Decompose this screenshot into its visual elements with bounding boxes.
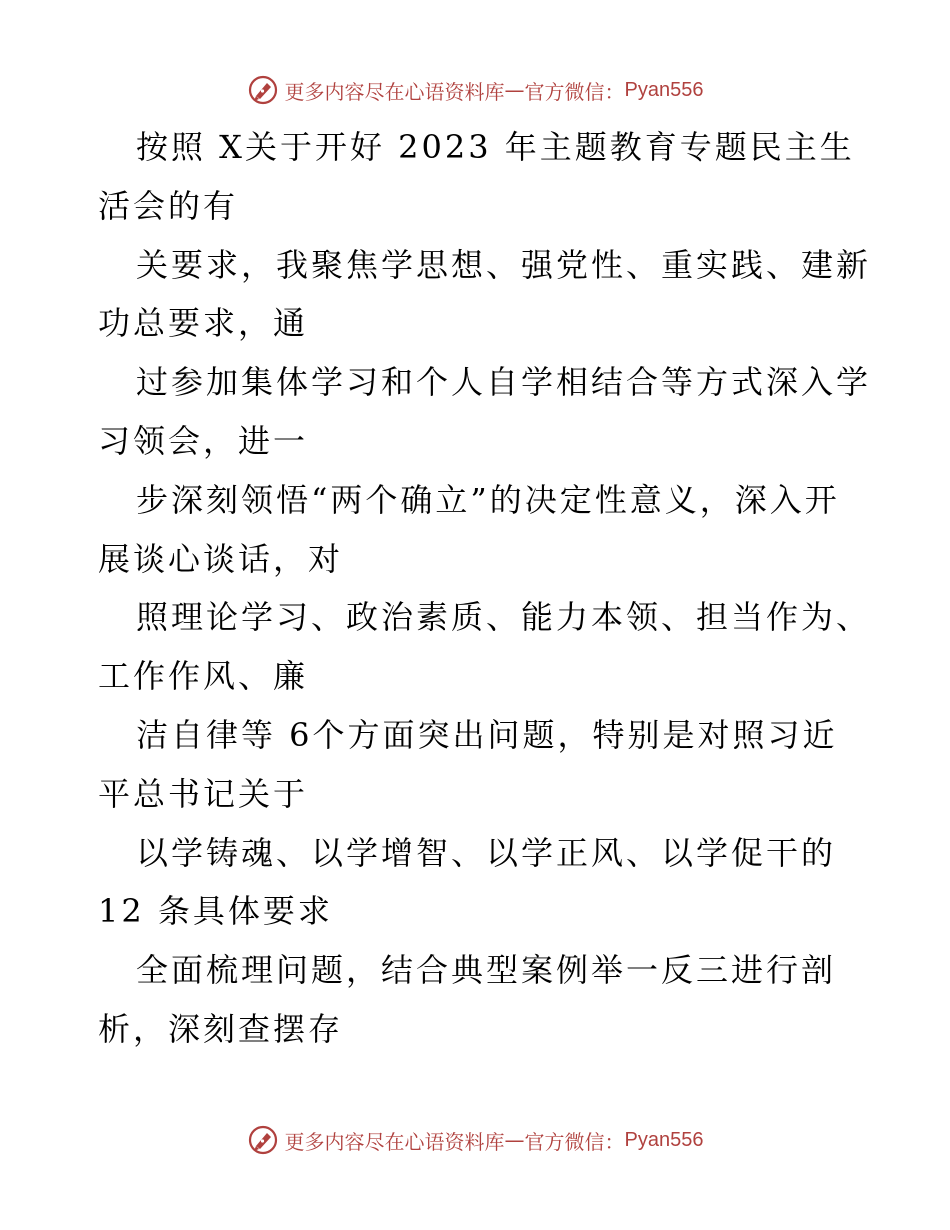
- text-line: 过参加集体学习和个人自学相结合等方式深入学: [136, 363, 872, 402]
- banner-separator: —: [504, 78, 525, 102]
- text-line: 活会的有: [98, 186, 239, 225]
- header-watermark-banner: [0, 70, 950, 110]
- banner-wechat-label: 官方微信：: [524, 79, 625, 104]
- text-line: 工作作风、廉: [98, 657, 309, 696]
- document-body: [98, 118, 872, 1059]
- text-line: 展谈心谈话，对: [98, 539, 344, 578]
- text-line: 平总书记关于: [98, 774, 309, 813]
- text-line: 按照 X关于开好 2023 年主题教育专题民主生: [136, 128, 855, 166]
- banner-wechat-label: 官方微信：: [524, 1129, 625, 1154]
- text-line: 照理论学习、政治素质、能力本领、担当作为、: [136, 598, 872, 637]
- text-line: 洁自律等 6个方面突出问题，特别是对照习近: [136, 715, 838, 754]
- text-line: 析，深刻查摆存: [98, 1009, 344, 1048]
- banner-site-text: 更多内容尽在心语资料库: [284, 1129, 505, 1154]
- text-line: 全面梳理问题，结合典型案例举一反三进行剖: [136, 951, 837, 990]
- text-line: 12 条具体要求: [98, 892, 333, 931]
- text-line: 以学铸魂、以学增智、以学正风、以学促干的: [136, 833, 837, 872]
- text-line: 步深刻领悟“两个确立”的决定性意义，深入开: [136, 480, 840, 519]
- banner-wechat-id: Pyan556: [624, 1128, 704, 1151]
- pen-nib-logo-icon: [247, 74, 279, 106]
- banner-wechat-id: Pyan556: [624, 78, 704, 101]
- pen-nib-logo-icon: [247, 1124, 279, 1156]
- banner-separator: —: [504, 1128, 525, 1152]
- footer-watermark-banner: [0, 1120, 950, 1160]
- text-line: 关要求，我聚焦学思想、强党性、重实践、建新: [136, 245, 872, 284]
- text-line: 功总要求，通: [98, 304, 309, 343]
- text-line: 习领会，进一: [98, 421, 309, 460]
- banner-site-text: 更多内容尽在心语资料库: [284, 79, 505, 104]
